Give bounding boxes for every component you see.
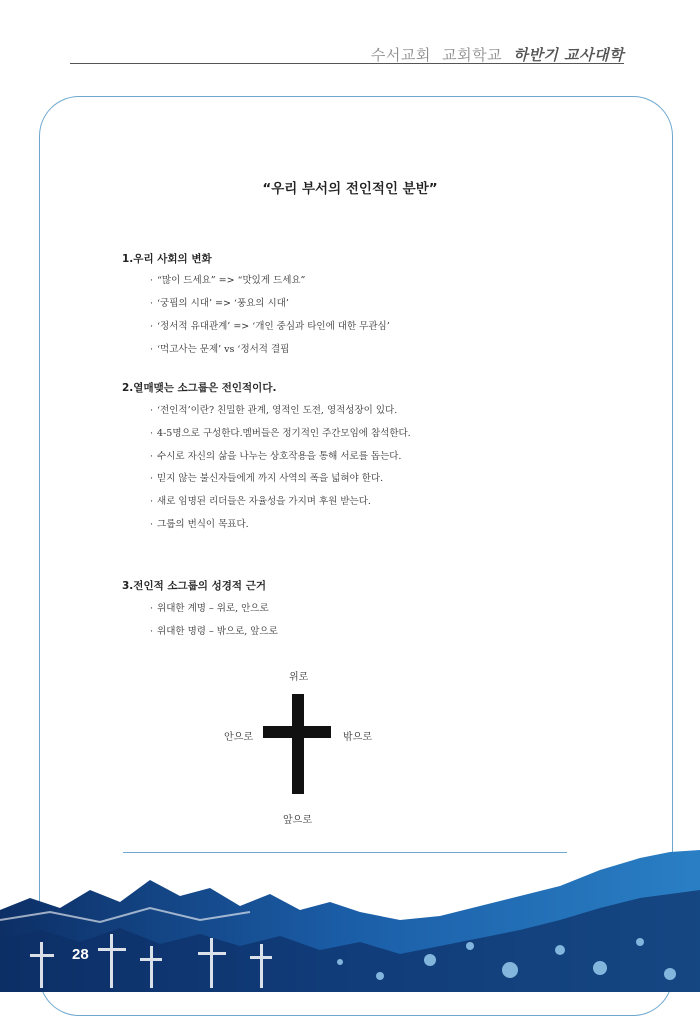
list-item [150,493,371,507]
list-item-text: 위대한 명령 – 밖으로, 앞으로 [157,626,278,637]
label-forward: 앞으로 [283,815,312,826]
header-divider [70,63,624,64]
list-item-text: 수시로 자신의 삶을 나누는 상호작용을 통해 서로를 돕는다. [157,451,402,462]
cross-icon-vertical-bar [292,694,304,794]
label-up: 위로 [289,672,309,683]
label-in: 안으로 [224,732,253,743]
list-item [150,623,278,637]
list-item-text: 새로 임명된 리더들은 자율성을 가지며 후원 받는다. [157,496,371,507]
list-item-text: ‘먹고사는 문제’ vs ‘정서적 결핍 [157,344,290,355]
list-item-text: “많이 드세요” => “맛있게 드세요” [157,275,306,286]
list-item-text: 4-5명으로 구성한다.멤버들은 정기적인 주간모임에 참석한다. [157,428,411,439]
list-item [150,448,401,462]
list-item-text: ‘정서적 유대관계’ => ‘개인 중심과 타인에 대한 무관심’ [157,321,390,332]
list-item [150,402,397,416]
list-item [150,600,269,614]
cross-icon-horizontal-bar [263,726,331,738]
list-item-text: ‘전인적’이란? 친밀한 관계, 영적인 도전, 영적성장이 있다. [157,405,398,416]
bullet-dot: · [150,519,154,530]
bullet-dot: · [150,626,154,637]
list-item [150,318,390,332]
page-number: 28 [72,946,89,963]
bullet-dot: · [150,344,154,355]
section-heading-3: 3.전인적 소그룹의 성경적 근거 [122,580,266,592]
label-out: 밖으로 [343,732,372,743]
list-item-text: ‘궁핍의 시대’ => ‘풍요의 시대’ [157,298,289,309]
header-org: 수서교회 [370,46,431,64]
section-heading-2: 2.열매맺는 소그룹은 전인적이다. [122,382,277,394]
list-item [150,295,289,309]
header-dept: 교회학교 [442,46,503,64]
list-item [150,470,383,484]
bullet-dot: · [150,428,154,439]
running-header [371,44,624,65]
footer-decoration [0,850,700,992]
list-item [150,272,305,286]
list-item-text: 그룹의 번식이 목표다. [157,519,249,530]
bullet-dot: · [150,451,154,462]
list-item-text: 위대한 계명 – 위로, 안으로 [157,603,269,614]
list-item [150,341,289,355]
bullet-dot: · [150,298,154,309]
bullet-dot: · [150,275,154,286]
section-heading-1: 1.우리 사회의 변화 [122,253,212,265]
header-title: 하반기 교사대학 [513,46,624,64]
bullet-dot: · [150,405,154,416]
bullet-dot: · [150,321,154,332]
list-item-text: 믿지 않는 불신자들에게 까지 사역의 폭을 넓혀야 한다. [157,473,384,484]
list-item [150,425,411,439]
list-item [150,516,249,530]
page-title: “우리 부서의 전인적인 분반” [262,181,438,197]
bullet-dot: · [150,603,154,614]
bullet-dot: · [150,496,154,507]
bullet-dot: · [150,473,154,484]
